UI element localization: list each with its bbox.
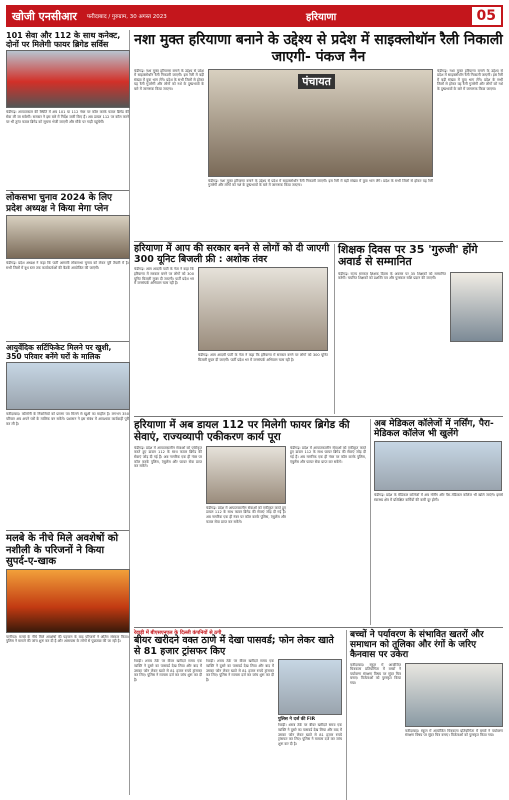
story-certificate-body: फरीदाबाद। कॉलोनी के निवासियों को प्रमाण पत्र मिलने से खुशी का माहौल है। लगभग 350 परिवार अब अपने घरों के मालिक बन सकेंगे। प्रशासन ने इस संबंध में आवश्यक कार्यवाही पूरी कर ली है। — [6, 412, 129, 426]
masthead — [6, 5, 503, 27]
police-station-photo — [278, 659, 342, 715]
left-column — [6, 30, 130, 795]
brand-name: खोजी एनसीआर — [12, 9, 77, 23]
building-photo — [6, 362, 130, 410]
story-electricity-headline: हरियाणा में आप की सरकार बनने से लोगों को दी जाएगी 300 यूनिट बिजली फ्री : अशोक तंवर — [134, 242, 330, 265]
fire-photo — [6, 569, 130, 633]
story-dial112-body: चंडीगढ़। प्रदेश में आपातकालीन सेवाओं को एकीकृत करते हुए डायल 112 के साथ फायर ब्रिगेड की सेवाएं जोड़ दी गई हैं। अब नागरिक एक ही नंबर पर कॉल करके पुलिस, एंबुलेंस और फायर सेवा प्राप्त कर सकेंगे। — [134, 445, 202, 469]
electricity-rally-photo — [198, 267, 328, 351]
section-title: हरियाणा — [306, 12, 337, 23]
lead-body-left: चंडीगढ़। नशा मुक्त हरियाणा बनाने के उद्देश्य से प्रदेश में साइक्लोथॉन रैली निकाली जाएगी। इस रैली में बड़ी संख्या में युवा भाग लेंगे। प्रदेश के सभी जिलों से होकर यह रैली गुजरेगी और लोगों को नशे के दुष्प्रभावों के बारे में जागरूक किया जाएगा। — [134, 68, 204, 91]
story-beer-headline: बीयर खरीदने वक्त ठाणे में देखा पासवर्ड; फोन लेकर खाते से 81 हजार ट्रांसफर किए — [134, 634, 334, 657]
story-teachers-body: चंडीगढ़। राज्य सरकार शिक्षक दिवस के अवसर पर 35 शिक्षकों को सम्मानित करेगी। चयनित शिक्षकों को प्रशस्ति पत्र और पुरस्कार राशि प्रदान की जाएगी। — [338, 271, 446, 281]
story-teachers-headline: शिक्षक दिवस पर 35 'गुरुजी' होंगे अवार्ड से सम्मानित — [338, 242, 478, 269]
story-beer-body: रेवाड़ी। शराब ठेके पर बीयर खरीदते समय एक व्यक्ति ने दूसरे का पासवर्ड देख लिया और बाद में उसका फोन लेकर खाते से 81 हजार रुपये ट्रांसफर कर लिए। पुलिस ने मामला दर्ज कर जांच शुरू कर दी है। — [134, 659, 202, 682]
teacher-portrait — [450, 272, 503, 342]
dial112-photo — [206, 446, 286, 504]
lead-headline: नशा मुक्त हरियाणा बनाने के उद्देश्य से प्रदेश में साइक्लोथॉन रैली निकाली जाएगी- पंकज नैन — [134, 32, 503, 65]
story-environment-body: फरीदाबाद। स्कूल में आयोजित चित्रकला प्रतियोगिता में बच्चों ने पर्यावरण संरक्षण विषय पर सुंदर चित्र बनाए। विजेताओं को पुरस्कृत किया गया। — [350, 662, 401, 685]
story-debris-headline: मलबे के नीचे मिले अवशेषों को नशीली के परिजनों ने किया सुपर्द-ए-खाक — [6, 533, 119, 568]
main-area — [134, 30, 503, 795]
lead-photo-banner: पंचायत — [298, 74, 335, 89]
story-medical-headline: अब मेडिकल कॉलेजों में नर्सिंग, पैरा-मेडिकल कॉलेज भी खुलेंगे — [374, 418, 494, 439]
story-fire-112-headline: 101 सेवा और 112 के साथ कनेक्ट, दोनों पर मिलेगी फायर ब्रिगेड सर्विस — [6, 31, 121, 50]
story-election-headline: लोकसभा चुनाव 2024 के लिए प्रदेश अध्यक्ष ने किया मेगा प्लेन — [6, 193, 113, 214]
police-caption: पुलिस ने दर्ज की FIR — [278, 717, 316, 723]
lead-body-below: चंडीगढ़। नशा मुक्त हरियाणा बनाने के उद्देश्य से प्रदेश में साइक्लोथॉन रैली निकाली जाएगी। इस रैली में बड़ी संख्या में युवा भाग लेंगे। प्रदेश के सभी जिलों से होकर यह रैली गुजरेगी और लोगों को नशे के दुष्प्रभावों के बारे में जागरूक किया जाएगा। — [208, 178, 433, 188]
story-electricity-body: चंडीगढ़। आम आदमी पार्टी के नेता ने कहा कि हरियाणा में सरकार बनने पर लोगों को 300 यूनिट बिजली मुफ्त दी जाएगी। पार्टी प्रदेश भर में जनसंपर्क अभियान चला रही है। — [134, 267, 194, 286]
story-certificate-headline: आयुर्वेदिक सर्टिफिकेट मिलने पर खुशी, 350 परिवार बनेंगे घरों के मालिक — [6, 343, 112, 361]
classroom-photo — [405, 663, 503, 727]
story-debris-body: पानीपत। मलबे के नीचे मिले अवशेषों की पहचान के बाद परिजनों ने अंतिम संस्कार किया। पुलिस ने मामले की जांच शुरू कर दी है और आसपास के लोगों से पूछताछ की जा रही है। — [6, 634, 129, 644]
story-dial112-headline: हरियाणा में अब डायल 112 पर मिलेगी फायर ब्रिगेड की सेवाएं, राज्यव्यापी एकीकरण कार्य पूरा — [134, 418, 350, 443]
story-fire-112-body: चंडीगढ़। आपातकाल की स्थिति में अब 101 या 112 नंबर पर कॉल करके फायर ब्रिगेड की सेवा ली जा सकेगी। सरकार ने इस बारे में निर्देश जारी किए हैं। अब डायल 112 पर कॉल करने पर भी तुरंत फायर ब्रिगेड को सूचना भेजी जाएगी और मौके पर गाड़ी पहुंचेगी। — [6, 110, 129, 124]
meeting-photo — [6, 215, 130, 259]
lead-photo — [208, 69, 433, 177]
story-environment-body-2: फरीदाबाद। स्कूल में आयोजित चित्रकला प्रतियोगिता में बच्चों ने पर्यावरण संरक्षण विषय पर सुंदर चित्र बनाए। विजेताओं को पुरस्कृत किया गया। — [405, 728, 503, 738]
story-dial112-body-3: चंडीगढ़। प्रदेश में आपातकालीन सेवाओं को एकीकृत करते हुए डायल 112 के साथ फायर ब्रिगेड की सेवाएं जोड़ दी गई हैं। अब नागरिक एक ही नंबर पर कॉल करके पुलिस, एंबुलेंस और फायर सेवा प्राप्त कर सकेंगे। — [290, 445, 366, 464]
story-environment-headline: बच्चों ने पर्यावरण के संभावित खतरों और समाधान को तूलिका और रंगों के जरिए कैनवास पर उकेरा — [350, 629, 484, 661]
story-beer-body-2: रेवाड़ी। शराब ठेके पर बीयर खरीदते समय एक व्यक्ति ने दूसरे का पासवर्ड देख लिया और बाद में उसका फोन लेकर खाते से 81 हजार रुपये ट्रांसफर कर लिए। पुलिस ने मामला दर्ज कर जांच शुरू कर दी है। — [206, 659, 274, 682]
fire-truck-photo — [6, 50, 130, 108]
medical-college-photo — [374, 441, 502, 491]
story-election-body: चंडीगढ़। प्रदेश अध्यक्ष ने कहा कि पार्टी आगामी लोकसभा चुनाव को लेकर पूरी तैयारी में है। सभी जिलों में बूथ स्तर तक कार्यकर्ताओं की बैठकें आयोजित की जाएंगी। — [6, 261, 129, 270]
edition-date: फरीदाबाद / गुरुग्राम, 30 अगस्त 2023 — [86, 14, 167, 20]
story-electricity-body-2: चंडीगढ़। आम आदमी पार्टी के नेता ने कहा कि हरियाणा में सरकार बनने पर लोगों को 300 यूनिट बिजली मुफ्त दी जाएगी। पार्टी प्रदेश भर में जनसंपर्क अभियान चला रही है। — [198, 353, 328, 363]
story-dial112-body-2: चंडीगढ़। प्रदेश में आपातकालीन सेवाओं को एकीकृत करते हुए डायल 112 के साथ फायर ब्रिगेड की सेवाएं जोड़ दी गई हैं। अब नागरिक एक ही नंबर पर कॉल करके पुलिस, एंबुलेंस और फायर सेवा प्राप्त कर सकेंगे। — [206, 505, 286, 524]
story-medical-body: चंडीगढ़। प्रदेश के मेडिकल कॉलेजों में अब नर्सिंग और पैरा-मेडिकल कॉलेज भी खोले जाएंगे। इससे स्वास्थ्य क्षेत्र में प्रशिक्षित कर्मियों की कमी दूर होगी। — [374, 493, 503, 502]
page-number: 05 — [472, 7, 501, 25]
lead-body-right: चंडीगढ़। नशा मुक्त हरियाणा बनाने के उद्देश्य से प्रदेश में साइक्लोथॉन रैली निकाली जाएगी। इस रैली में बड़ी संख्या में युवा भाग लेंगे। प्रदेश के सभी जिलों से होकर यह रैली गुजरेगी और लोगों को नशे के दुष्प्रभावों के बारे में जागरूक किया जाएगा। — [437, 68, 503, 91]
story-beer-body-3: रेवाड़ी। शराब ठेके पर बीयर खरीदते समय एक व्यक्ति ने दूसरे का पासवर्ड देख लिया और बाद में उसका फोन लेकर खाते से 81 हजार रुपये ट्रांसफर कर लिए। पुलिस ने मामला दर्ज कर जांच शुरू कर दी है। — [278, 723, 342, 746]
story-strip: रेवाड़ी में बीएसएनएल के दिल्ली कंपनियों से ठगी — [134, 629, 222, 636]
